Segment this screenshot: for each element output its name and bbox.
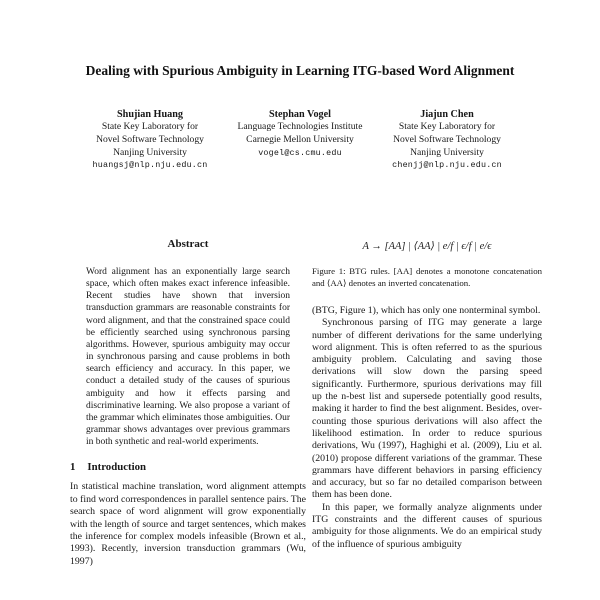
section-title: Introduction — [87, 461, 147, 474]
author-block — [0, 108, 600, 188]
section-heading-introduction — [70, 461, 306, 474]
author-email: huangsj@nlp.nju.edu.cn — [92, 160, 208, 171]
figure1-caption: Figure 1: BTG rules. [AA] denotes a monotone concatenation and ⟨AA⟩ denotes an inverted concatenation. — [312, 266, 542, 288]
author-column-vogel — [238, 108, 363, 160]
author-affiliation: State Key Laboratory for — [101, 121, 199, 132]
body-paragraph: In this paper, we formally analyze alignments under ITG constraints and the different causes of spurious ambiguity for those alignments. We do an empirical study of the influence of spurious ambiguity — [312, 501, 542, 550]
abstract-heading: Abstract — [167, 238, 209, 250]
author-affiliation: Nanjing University — [410, 146, 484, 158]
author-affiliation: Novel Software Technology — [96, 133, 204, 145]
author-name: Shujian Huang — [117, 109, 183, 120]
body-paragraph: (BTG, Figure 1), which has only one nonterminal symbol. — [312, 305, 541, 316]
author-affiliation: Carnegie Mellon University — [246, 133, 354, 145]
author-name: Jiajun Chen — [420, 109, 474, 120]
author-name: Stephan Vogel — [269, 109, 331, 120]
author-email: vogel@cs.cmu.edu — [258, 147, 342, 158]
figure1-btg-rules-formula: A → [AA] | ⟨AA⟩ | e/f | ϵ/f | e/ϵ — [362, 241, 492, 252]
author-affiliation: State Key Laboratory for — [398, 121, 496, 132]
section-number: 1 — [70, 461, 76, 474]
author-column-huang — [93, 108, 208, 173]
right-column — [312, 238, 542, 551]
author-affiliation: Novel Software Technology — [393, 133, 501, 145]
author-affiliation: Language Technologies Institute — [237, 121, 363, 132]
author-column-chen — [392, 108, 502, 173]
abstract-text: Word alignment has an exponentially large search space, which often makes exact inference infeasible. Recent studies have shown that inversion transduction grammars are reasonable constraints for word alignment, and that the constrained space could be efficiently searched using synchronous parsing algorithms. However, spurious ambiguity may occur in synchronous parsing and cause problems in both search efficiency and accuracy. In this paper, we conduct a detailed study of the causes of spurious ambiguity and how it effects parsing and discriminative learning. We also propose a variant of the grammar which eliminates those ambiguities. Our grammar shows advantages over previous grammars in both synthetic and real-world experiments. — [86, 267, 290, 448]
paper-title: Dealing with Spurious Ambiguity in Learning ITG-based Word Alignment — [85, 63, 515, 78]
author-email: chenjj@nlp.nju.edu.cn — [392, 160, 502, 171]
author-affiliation: Nanjing University — [113, 146, 187, 158]
body-paragraph: Synchronous parsing of ITG may generate a large number of different derivations for the same underlying word alignment. This is often referred to as the spurious ambiguity problem. Calculating and saving those derivations will slow down the parsing speed significantly. Furthermore, spurious derivations may fill up the n-best list and supersede potentially good results, making it harder to find the best alignment. Besides, over-counting those spurious derivations will also affect the likelihood estimation. In order to reduce spurious derivations, Wu (1997), Haghighi et al. (2009), Liu et al. (2010) propose different variations of the grammar. These grammars have different behaviors in parsing efficiency and accuracy, but so far no detailed comparison between them has been done. — [312, 317, 542, 501]
introduction-text: In statistical machine translation, word alignment attempts to find word correspondences in parallel sentence pairs. The search space of word alignment will grow exponentially with the length of source and target sentences, which makes the inference for complex models infeasible (Brown et al., 1993). Recently, inversion transduction grammars (Wu, 1997) — [70, 481, 306, 567]
left-column — [70, 238, 306, 568]
